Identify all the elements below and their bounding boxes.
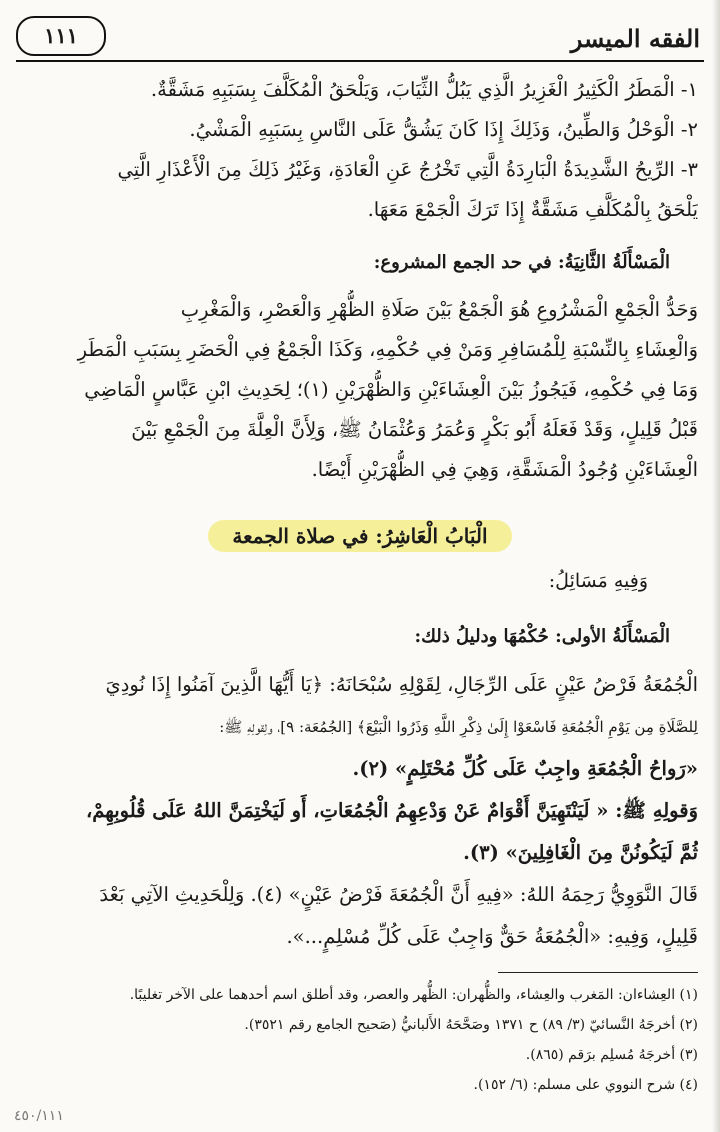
header-rule (16, 60, 704, 62)
book-title: الفقه الميسر (570, 24, 700, 53)
paragraph-line: ٣- الرِّيحُ الشَّدِيدَةُ الْبَارِدَةُ الَّتِي تَخْرُجُ عَنِ الْعَادَةِ، وَغَيْرُ ذَلِكَ مِنَ الْأَعْذَارِ الَّتِي (117, 158, 698, 181)
paragraph-line: يَلْحَقُ بِالْمُكَلَّفِ مَشَقَّةٌ إِذَا تَرَكَ الْجَمْعَ مَعَهَا. (367, 198, 698, 221)
friday-ruling-paragraph (18, 664, 698, 958)
paragraph-line: الْعِشَاءَيْنِ وُجُودُ الْمَشَقَّةِ، وَهِيَ فِي الظُّهْرَيْنِ أَيْضًا. (311, 458, 698, 481)
question2-heading: الْمَسْأَلَةُ الثَّانِيَةُ: في حد الجمع المشروع: (373, 252, 670, 273)
page-number: ١١١ (16, 16, 106, 56)
paragraph-line: قَالَ النَّوَوِيُّ رَحِمَهُ اللهُ: «فِيهِ أَنَّ الْجُمُعَةَ فَرْضُ عَيْنٍ» (٤). وَلِلْحَدِيثِ الآتِي بَعْدَ (99, 883, 698, 906)
chapter-title-wrapper (0, 520, 720, 552)
chapter-title-highlighted: الْبَابُ الْعَاشِرُ: في صلاة الجمعة (208, 520, 511, 552)
paragraph-line: وَمَا فِي حُكْمِهِ، فَيَجُوزُ بَيْنَ الْعِشَاءَيْنِ وَالظُّهْرَيْنِ (١)؛ لِحَدِيثِ ابْنِ عَبَّاسٍ الْمَاضِي (84, 378, 698, 401)
paragraph-line: قَلِيلٍ، وَفِيهِ: «الْجُمُعَةُ حَقٌّ وَاجِبٌ عَلَى كُلِّ مُسْلِمٍ...». (286, 925, 698, 948)
footnote: (٣) أخرجَهُ مُسلِم برَقم (٨٦٥). (525, 1047, 698, 1063)
footnotes (18, 980, 698, 1100)
hadith-line: ثُمَّ لَيَكُونُنَّ مِنَ الْغَافِلِينَ» (٣). (463, 841, 698, 864)
paragraph-line: لِلصَّلَاةِ مِن يَوْمِ الْجُمُعَةِ فَاسْعَوْا إِلَىٰ ذِكْرِ اللَّهِ وَذَرُوا الْبَيْعَ﴾ [الجُمُعَة: ٩]، ولِقولِهِ ﷺ: (219, 718, 698, 736)
paragraph-line: الْجُمُعَةُ فَرْضُ عَيْنٍ عَلَى الرِّجَالِ، لِقَوْلِهِ سُبْحَانَهُ: ﴿يَا أَيُّهَا الَّذِينَ آمَنُوا إِذَا نُودِيَ (105, 673, 698, 696)
footnote: (١) العِشاءان: المَغرب والعِشاء، والظُّهران: الظُّهر والعصر، وقد أطلق اسم أحدهما على الآخر تغليبًا. (129, 987, 698, 1003)
paragraph-line: وَحَدُّ الْجَمْعِ الْمَشْرُوعِ هُوَ الْجَمْعُ بَيْنَ صَلَاةِ الظُّهْرِ وَالْعَصْرِ، وَالْمَغْرِبِ (180, 298, 698, 321)
page-header (16, 14, 704, 60)
paragraph-line: قَبْلُ قَلِيلٍ، وَقَدْ فَعَلَهُ أَبُو بَكْرٍ وَعُمَرُ وَعُثْمَانُ ﷺ، وَلِأَنَّ الْعِلَّةَ مِنَ الْجَمْعِ بَيْنَ (131, 418, 698, 441)
footnote: (٤) شرح النووي على مسلم: (٦/ ١٥٢). (473, 1077, 698, 1093)
question1-heading: الْمَسْأَلَةُ الأولى: حُكْمُهَا ودليلُ ذلك: (414, 626, 670, 647)
paragraph-line: ٢- الْوَحْلُ وَالطِّينُ، وَذَلِكَ إِذَا كَانَ يَشُقُّ عَلَى النَّاسِ بِسَبَبِهِ الْمَشْيُ. (189, 118, 698, 141)
chapter-subtitle: وَفِيهِ مَسَائِلُ: (548, 570, 648, 592)
hadith-line: وَقولِهِ ﷺ: « لَيَنْتَهِيَنَّ أَقْوَامٌ عَنْ وَدْعِهِمُ الْجُمُعَاتِ، أَو لَيَخْتِمَنَّ اللهُ عَلَى قُلُوبِهِمْ، (85, 799, 698, 822)
paragraph-line: ١- الْمَطَرُ الْكَثِيرُ الْغَزِيرُ الَّذِي يَبُلُّ الثِّيَابَ، وَيَلْحَقُ الْمُكَلَّفَ بِسَبَبِهِ مَشَقَّةٌ. (150, 78, 698, 101)
footnote: (٢) أخرجَهُ النَّسائيّ (٣/ ٨٩) ح ١٣٧١ وصَحَّحَهُ الأَلبانيُّ (صَحيح الجامع رقم ٣٥٢١). (244, 1017, 698, 1033)
paragraph-line: وَالْعِشَاءِ بِالنِّسْبَةِ لِلْمُسَافِرِ وَمَنْ فِي حُكْمِهِ، وَكَذَا الْجَمْعُ فِي الْحَضَرِ بِسَبَبِ الْمَطَرِ (77, 338, 698, 361)
combining-definition-paragraph (18, 290, 698, 490)
hadith-line: «رَواحُ الْجُمُعَةِ واجِبٌ عَلَى كُلِّ مُحْتَلِمٍ» (٢). (352, 757, 698, 780)
footnote-rule (498, 972, 698, 973)
page-edge-shadow (712, 0, 720, 1132)
page-reference: ٤٥٠/١١١ (14, 1108, 64, 1124)
rain-excuses-list (18, 70, 698, 230)
